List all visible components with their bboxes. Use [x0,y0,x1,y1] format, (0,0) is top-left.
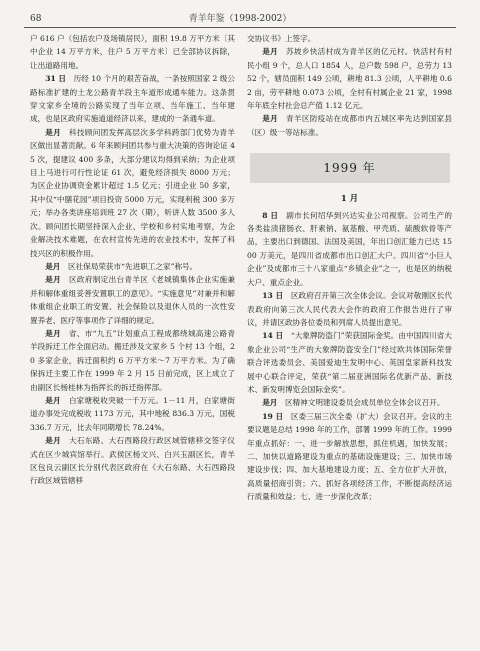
entry-date: 8 日 [262,210,287,220]
entry-date: 是月 [262,398,285,408]
entry-date: 是月 [262,47,286,57]
entry-paragraph [247,410,452,504]
entry-date: 13 日 [262,291,291,301]
running-title: 青羊年鉴（1998-2002） [188,14,292,24]
page-number: 68 [30,14,42,24]
entry-text: 户 616 户（包括农户及场镇居民），面积 19.8 万平方米〔其中企业 14 万平方米，住户 5 万平方米〕已全部协议拆除，让出道路用地。 [30,34,235,70]
entry-paragraph [30,32,235,72]
month-heading: 1 月 [340,194,359,205]
entry-paragraph [247,289,452,329]
entry-date: 是月 [45,395,69,405]
entry-date: 14 日 [262,331,291,341]
entry-text: “大象牌防盗门”荣获国际金奖。由中国四川省大象企业公司“生产的大象牌防盗安全门”经过欧共体国际荣誉联合评选委员会、美国爱迪生发明中心、英国皇家新科技发展中心联合评定，荣获“第二届亚洲国际名优新产品、新技术、新发明博览会国际金奖”。 [247,331,452,394]
year-heading: 1999 年 [323,161,376,176]
entry-text: 区委三届三次全委（扩大）会议召开。会议的主要议题是总结 1998 年的工作，部署 1999 年的工作。1999 年重点抓好：一、进一步解放思想，抓住机遇，加快发展；二、加快以道路建设为重点的基础设施建设；三、加快市场建设步伐；四、加大基地建设力度；五、全方位扩大开放，高质量招商引资；六、抓好各项经济工作，不断提高经济运行质量和效益；七、进一步深化改革； [247,411,452,502]
entry-paragraph [30,260,235,273]
entry-paragraph [247,45,452,112]
entry-paragraph [247,209,452,289]
entry-date: 是月 [45,436,69,446]
entry-paragraph [247,329,452,396]
entry-date: 31 日 [45,74,74,84]
entry-text: 青羊区防疫站在成都市内五城区率先达到国家县（区）级一等站标准。 [247,114,453,137]
entry-paragraph [247,112,452,139]
entry-text: 大石东路、大石西路段行政区域管辖移交签字仪式在区少城宾馆举行。武侯区杨文兴、白兴玉副区长，青羊区包良云副区长分别代表区政府在《大石东路、大石西路段行政区域管辖移 [30,436,236,486]
left-column [30,32,235,488]
entry-date: 是月 [45,127,69,137]
year-heading-box [250,153,450,183]
entry-paragraph [247,396,452,409]
entry-date: 是月 [262,114,286,124]
right-top-entries [247,32,452,139]
entry-paragraph [30,327,235,394]
page-header [24,12,456,26]
entry-text: 区政府制定出台青羊区《老城镇集体企业实施兼并和解体重组妥善安置职工的意见》。“实施意见”对兼并和解体重组企业职工的安置、社会保险以及退休人员的一次性安置养老、医疗等事项作了详细的规定。 [30,275,236,325]
entry-text: 交协议书》上签字。 [247,34,316,43]
entry-date: 是月 [45,328,69,338]
entry-paragraph [30,434,235,488]
entry-paragraph [30,126,235,260]
entry-text: 副市长何绍华到兴达实业公司视察。公司生产的各类盐渍猪肠衣、肝素钠、氨基酸、甲壳质、硫酸软骨等产品，主要出口到德国、法国及美国，年出口创汇能力已达 1500 万美元，是四川省成都市出口创汇大户。四川省“小巨人企业”及成都市三十八家重点“乡镇企业”之一，也是区的纳税大户、重点企业。 [247,210,452,287]
entry-date: 是月 [45,261,68,271]
entry-text: 历经 10 个月的艰苦奋战，一条按照国家 2 级公路标准扩建的土龙公路青羊段主车道形成通车能力。这条贯穿文家乡全境的公路实现了当年立项、当年施工、当年建成，也是区政府实施道道经济以来，建成的一条通车道。 [30,74,235,124]
entry-date: 是月 [45,275,69,285]
entry-text: 区政府召开第三次全体会议。会议对敬刚区长代表政府向第三次人民代表大会作的政府工作报告进行了审议，并请区政协各位委员和列席人员提出意见。 [247,291,452,327]
entry-paragraph [30,273,235,327]
entry-text: 省、市“九五”计划重点工程成都绕城高速公路青羊段拆迁工作全面启动。搬迁涉及文家乡 5 个村 13 个组，20 多家企业，拆迁面积约 6 万平方米～7 万平方米。为了确保拆迁主要工作在 1999 年 2 月 15 日前完成，区上成立了由副区长杨桂林为指挥长的拆迁指挥部。 [30,328,236,392]
right-bottom-entries [247,209,452,504]
entry-paragraph [247,32,452,45]
entry-paragraph [30,72,235,126]
entry-text: 白家塘税收突破一千万元。1－11 月，白家塘街道办事处完成税收 1173 万元，其中地税 836.3 万元，国税 336.7 万元，比去年同期增长 78.24%。 [30,395,236,432]
header-rule [24,27,456,28]
entry-text: 区精神文明建设委员会成员单位全体会议召开。 [284,398,445,408]
entry-text: 区社保局荣获市“先进职工之家”称号。 [67,261,198,271]
right-column [247,32,452,504]
entry-text: 科技顾问团发挥高层次多学科跨部门优势为青羊区做出显著贡献。6 年来顾问团共参与重大决策的咨询论证 45 次，提建议 400 多条，大部分建议均得到采纳；为企业项目上马进行可行性论证 61 次，避免经济损失 8000 万元；为区企业协调资金累计超过 1.5 亿元；引进企业 50 多家，其中仅“中膳花园”项目投资 5000 万元，实现利税 300 多万元；举办各类讲座培训班 27 次（期），听讲人数 3500 多人次。顾问团长期坚持深入企业、学校和乡村实地考察，为企业解决技术难题，在农村宣传先进的农业技术中，发挥了科技兴区的积极作用。 [30,127,236,258]
entry-date: 19 日 [262,411,291,421]
entry-text: 苏坡乡快活村成为青羊区的亿元村。快活村有村民小组 9 个，总人口 1854 人，总户数 598 户，总劳力 1352 个，辖员面积 149 公顷，耕地 81.3 公顷，人平耕地 0.62 亩，劳平耕地 0.073 公顷，全村有村属企业 21 家，1998 年年底全村社会总产值 1.12 亿元。 [247,47,453,111]
entry-paragraph [30,394,235,434]
